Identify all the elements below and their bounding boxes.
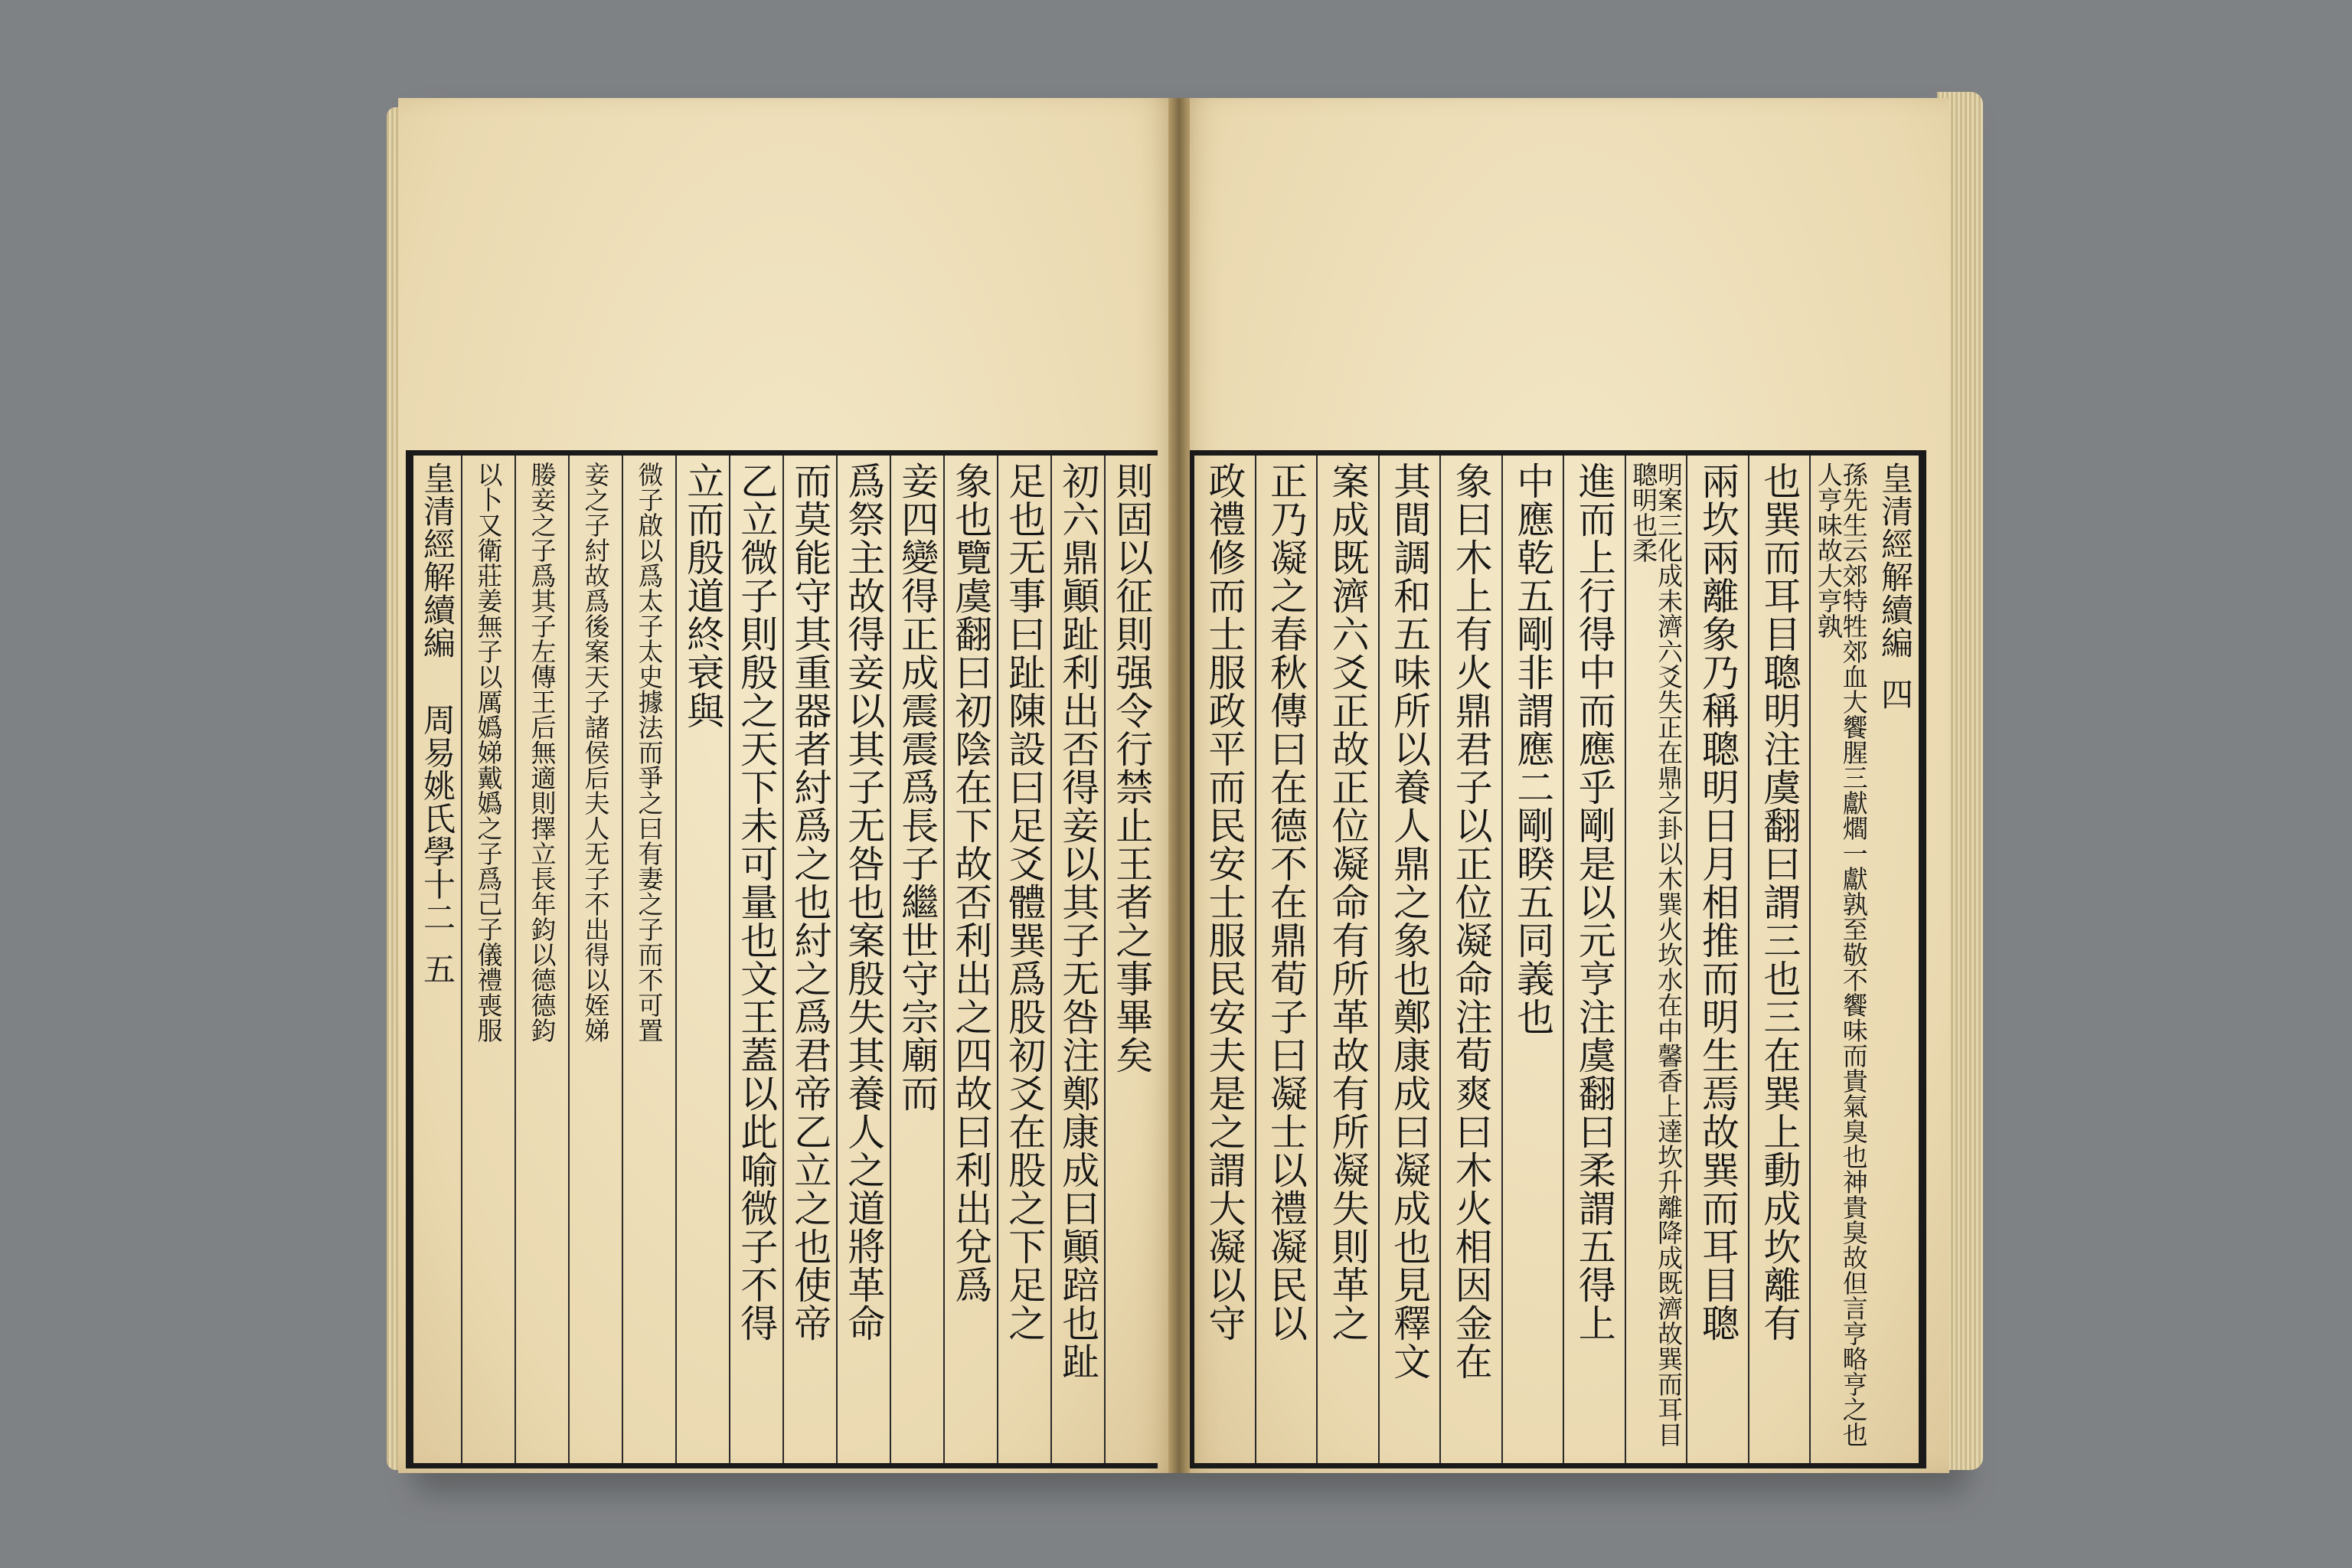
- column-text: 妾四變得正成震震爲長子繼世守宗廟而: [895, 462, 939, 1112]
- column-text: 而莫能守其重器者紂爲之也紂之爲君帝乙立之也使帝: [788, 462, 832, 1342]
- column-text: 以卜又衛莊姜無子以厲嬀娣戴嬀之子爲己子儀禮喪服: [473, 462, 504, 1043]
- column-text: 足也无事曰趾陳設曰足爻體巽爲股初爻在股之下足之: [1002, 462, 1047, 1342]
- left-page: [398, 98, 1178, 1473]
- text-column: [1316, 456, 1378, 1463]
- text-column: [782, 456, 836, 1463]
- column-text: 媵妾之子爲其子左傳王后無適則擇立長年鈞以德德鈞: [527, 462, 557, 1043]
- text-column: [1255, 456, 1317, 1463]
- text-column: [1748, 456, 1810, 1463]
- column-text: 進而上行得中而應乎剛是以元亨注虞翻曰柔謂五得上: [1573, 462, 1617, 1342]
- right-text-frame: [1190, 450, 1926, 1468]
- book-title: 皇清經解續編: [419, 462, 457, 659]
- column-text: 政禮修而士服政平而民安士服民安夫是之謂大凝以守: [1202, 462, 1246, 1342]
- book-title: 皇清經解續編: [1877, 462, 1915, 659]
- column-text: 明案三化成未濟六爻失正在鼎之卦以木巽火坎水在中馨香上達坎升離降成既濟故巽而耳目聰明也柔: [1628, 462, 1684, 1447]
- column-text: 孫先生云郊特牲郊血大饗腥三獻爓一獻孰至敬不饗味而貴氣臭也神貴臭故但言亨略亨之也人亨味故大亨孰: [1813, 462, 1869, 1447]
- column-text: 正乃凝之春秋傳曰在德不在鼎荀子曰凝士以禮凝民以: [1264, 462, 1308, 1342]
- column-text: 初六鼎顚趾利出否得妾以其子无咎注鄭康成曰顚踣也趾: [1056, 462, 1100, 1380]
- text-column: [1686, 456, 1748, 1463]
- text-column: [943, 456, 997, 1463]
- text-column: [461, 456, 514, 1463]
- section-title: 周易姚氏學十二: [419, 703, 457, 934]
- left-page-margin-column: [410, 456, 461, 1463]
- text-column: [568, 456, 622, 1463]
- text-column: [836, 456, 890, 1463]
- column-text: 則固以征則强令行禁止王者之事畢矣: [1109, 462, 1154, 1074]
- column-text: 妾之子紂故爲後案天子諸侯后夫人无子不出得以姪娣: [580, 462, 611, 1043]
- right-page: [1179, 98, 1949, 1473]
- column-text: 微子啟以爲太子太史據法而爭之曰有妻之子而不可置: [634, 462, 665, 1043]
- column-text: 象曰木上有火鼎君子以正位凝命注荀爽曰木火相因金在: [1449, 462, 1494, 1380]
- page-number: 五: [419, 952, 457, 985]
- text-column: [1104, 456, 1158, 1463]
- text-column: [729, 456, 782, 1463]
- column-text: 兩坎兩離象乃稱聰明日月相推而明生焉故巽而耳目聰: [1696, 462, 1740, 1342]
- text-column: [1501, 456, 1563, 1463]
- text-column: [1809, 456, 1871, 1463]
- column-text: 也巽而耳目聰明注虞翻曰謂三也三在巽上動成坎離有: [1757, 462, 1802, 1342]
- column-text: 爲祭主故得妾以其子无咎也案殷失其養人之道將革命: [841, 462, 886, 1342]
- text-column: [1194, 456, 1255, 1463]
- text-column: [890, 456, 943, 1463]
- text-column: [1050, 456, 1104, 1463]
- text-column: [514, 456, 568, 1463]
- text-column: [997, 456, 1050, 1463]
- text-column: [675, 456, 729, 1463]
- text-column: [1625, 456, 1687, 1463]
- right-page-margin-column: [1871, 456, 1922, 1463]
- column-text: 其間調和五味所以養人鼎之象也鄭康成曰凝成也見釋文: [1387, 462, 1432, 1380]
- text-column: [1439, 456, 1501, 1463]
- column-text: 象也覽虞翻曰初陰在下故否利出之四故曰利出兌爲: [949, 462, 993, 1304]
- column-text: 案成既濟六爻正故正位凝命有所革故有所凝失則革之: [1326, 462, 1370, 1342]
- column-text: 乙立微子則殷之天下未可量也文王蓋以此喻微子不得: [734, 462, 779, 1342]
- text-column: [1563, 456, 1625, 1463]
- column-text: 中應乾五剛非謂應二剛睽五同義也: [1511, 462, 1555, 1036]
- text-column: [1378, 456, 1440, 1463]
- book-gutter: [1168, 98, 1190, 1473]
- left-text-frame: [406, 450, 1158, 1468]
- text-column: [622, 456, 675, 1463]
- page-number: 四: [1877, 678, 1915, 711]
- column-text: 立而殷道終衰與: [681, 462, 725, 730]
